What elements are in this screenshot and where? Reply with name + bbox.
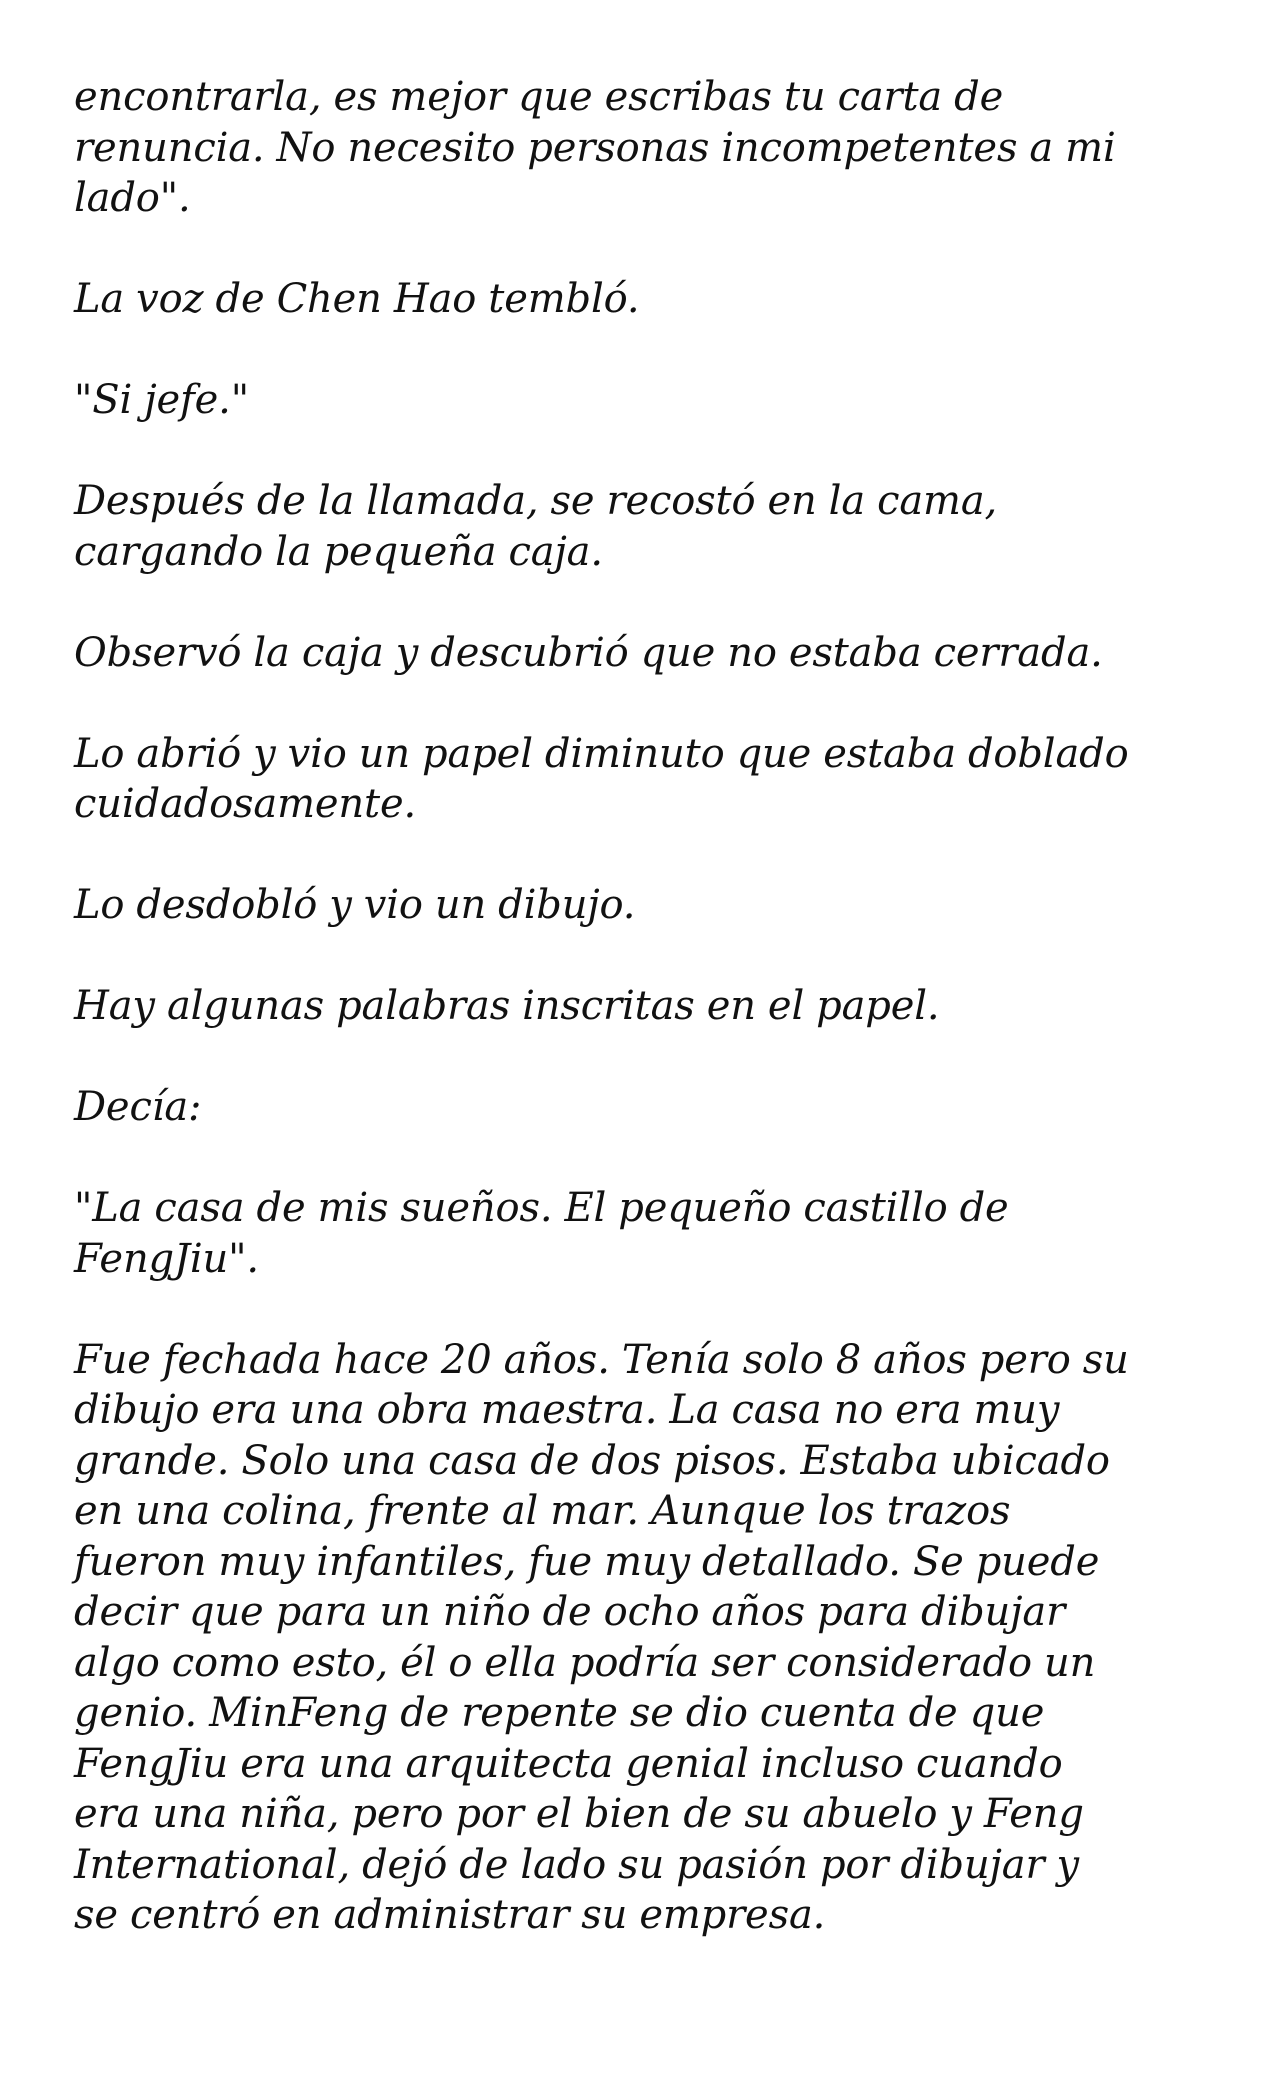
paragraph-9: Decía:	[74, 1084, 202, 1130]
document-page	[74, 72, 1234, 1941]
paragraph-11: Fue fechada hace 20 años. Tenía solo 8 años pero su dibujo era una obra maestra. La casa no era muy grande. Solo una casa de dos pisos. Estaba ubicado en una colina, frente al mar. Aunque los trazos fueron muy infantiles, fue muy detallado. Se puede decir que para un niño de ocho años para dibujar algo como esto, él o ella podría ser considerado un genio. MinFeng de repente se dio cuenta de que FengJiu era una arquitecta genial incluso cuando era una niña, pero por el bien de su abuelo y Feng International, dejó de lado su pasión por dibujar y se centró en administrar su empresa.	[74, 1336, 1129, 1938]
paragraph-4: Después de la llamada, se recostó en la cama, cargando la pequeña caja.	[74, 478, 998, 575]
paragraph-7: Lo desdobló y vio un dibujo.	[74, 882, 636, 928]
paragraph-1: encontrarla, es mejor que escribas tu carta de renuncia. No necesito personas incompetentes a mi lado".	[74, 74, 1116, 221]
paragraph-5: Observó la caja y descubrió que no estaba cerrada.	[74, 629, 1103, 676]
paragraph-8: Hay algunas palabras inscritas en el papel.	[74, 983, 940, 1029]
paragraph-2: La voz de Chen Hao tembló.	[74, 276, 640, 322]
paragraph-6: Lo abrió y vio un papel diminuto que estaba doblado cuidadosamente.	[74, 730, 1129, 827]
paragraph-3: "Si jefe."	[74, 377, 249, 423]
paragraph-10: "La casa de mis sueños. El pequeño castillo de FengJiu".	[74, 1185, 1009, 1282]
